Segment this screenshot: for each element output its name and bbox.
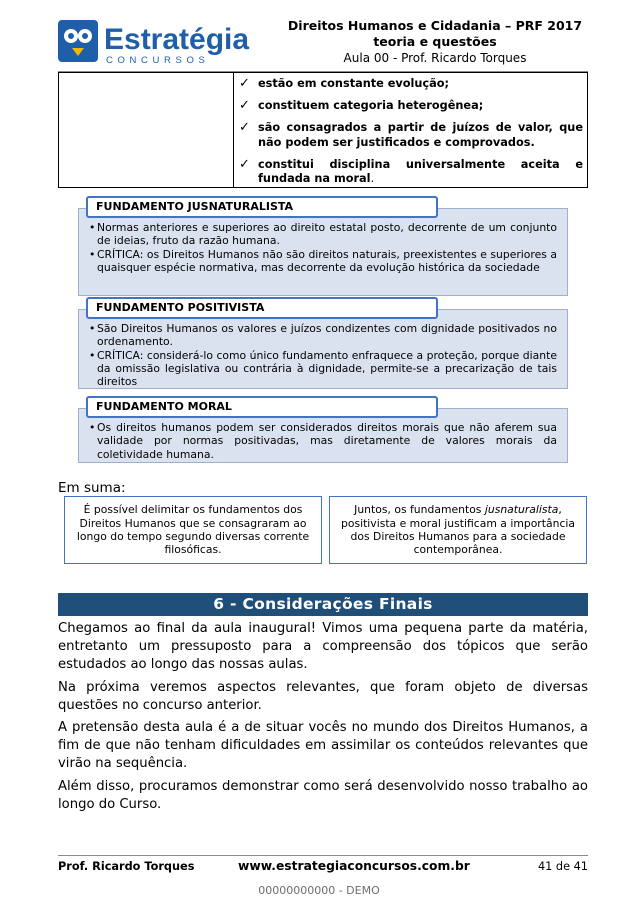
estrategia-logo: [58, 18, 264, 68]
lesson-subtitle: Aula 00 - Prof. Ricardo Torques: [343, 51, 527, 65]
course-title: Direitos Humanos e Cidadania – PRF 2017 teoria e questões: [287, 18, 583, 49]
fundamento-jusnaturalista-label: FUNDAMENTO JUSNATURALISTA: [86, 196, 438, 218]
fundamento-bullet: • CRÍTICA: considerá-lo como único fundamento enfraquece a proteção, porque diante da omissão legislativa ou contrária à dignidade, permite-se a precarização de tais direitos: [89, 348, 557, 389]
footer-divider: [58, 855, 588, 856]
fundamento-jusnaturalista-box: [78, 208, 568, 296]
demo-watermark: 00000000000 - DEMO: [258, 884, 380, 897]
table-column-divider: [233, 73, 234, 187]
page-number: 41 de 41: [537, 860, 588, 873]
svg-text:C O N C U R S O S: C O N C U R S O S: [106, 55, 206, 66]
bullet-icon: •: [89, 322, 96, 335]
list-item: ✓ constituem categoria heterogênea;: [239, 98, 484, 113]
paragraph: Chegamos ao final da aula inaugural! Vimos uma pequena parte da matéria, entretanto um pressuposto para a compreensão dos tópicos que serão estudados ao longo das nossas aulas.: [58, 621, 588, 673]
list-item: ✓ estão em constante evolução;: [239, 76, 450, 91]
characteristics-list: [239, 77, 583, 194]
svg-text:Estratégia: Estratégia: [104, 23, 250, 56]
footer-url-link[interactable]: www.estrategiaconcursos.com.br: [238, 859, 470, 873]
summary-right-box: Juntos, os fundamentos jusnaturalista, positivista e moral justificam a importância dos Direitos Humanos para a sociedade contemporânea.: [329, 496, 587, 564]
characteristics-table: [58, 72, 588, 188]
fundamento-bullet: • Os direitos humanos podem ser considerados direitos morais que não aferem sua validade por normas positivadas, mas diretamente de valores morais da coletividade humana.: [89, 421, 557, 461]
fundamento-bullet: • CRÍTICA: os Direitos Humanos não são direitos naturais, preexistentes e superiores a quaisquer espécie normativa, mas decorrente da evolução histórica da sociedade: [89, 247, 557, 274]
summary-left-box: É possível delimitar os fundamentos dos Direitos Humanos que se consagraram ao longo do tempo segundo diversas corrente filosóficas.: [64, 496, 322, 564]
check-icon: ✓: [239, 156, 250, 172]
bullet-icon: •: [89, 421, 96, 434]
fundamento-moral-label: FUNDAMENTO MORAL: [86, 396, 438, 418]
fundamento-bullet: • São Direitos Humanos os valores e juízos condizentes com dignidade positivados no ordenamento.: [89, 322, 557, 349]
paragraph: A pretensão desta aula é a de situar vocês no mundo dos Direitos Humanos, a fim de que não tenham dificuldades em assimilar os conteúdos relevantes que virão na sequência.: [58, 720, 588, 772]
list-item: ✓ são consagrados a partir de juízos de valor, que não podem ser justificados e comprovados.: [239, 120, 583, 149]
bullet-icon: •: [89, 348, 96, 362]
paragraph: Na próxima veremos aspectos relevantes, que foram objeto de diversas questões no concurso anterior.: [58, 680, 588, 714]
check-icon: ✓: [239, 98, 250, 113]
fundamento-positivista-label: FUNDAMENTO POSITIVISTA: [86, 297, 438, 319]
section-title: 6 - Considerações Finais: [58, 593, 588, 616]
fundamento-bullet: • Normas anteriores e superiores ao direito estatal posto, decorrente de um conjunto de ideias, fruto da razão humana.: [89, 221, 557, 248]
bullet-icon: •: [89, 221, 96, 234]
check-icon: ✓: [239, 120, 250, 135]
bullet-icon: •: [89, 247, 96, 261]
footer-author: Prof. Ricardo Torques: [58, 860, 195, 873]
summary-heading: Em suma:: [58, 480, 126, 496]
fundamento-positivista-box: [78, 309, 568, 389]
check-icon: ✓: [239, 76, 250, 91]
list-item: ✓ constitui disciplina universalmente aceita e fundada na moral.: [239, 156, 583, 185]
paragraph: Além disso, procuramos demonstrar como será desenvolvido nosso trabalho ao longo do Curso.: [58, 779, 588, 813]
